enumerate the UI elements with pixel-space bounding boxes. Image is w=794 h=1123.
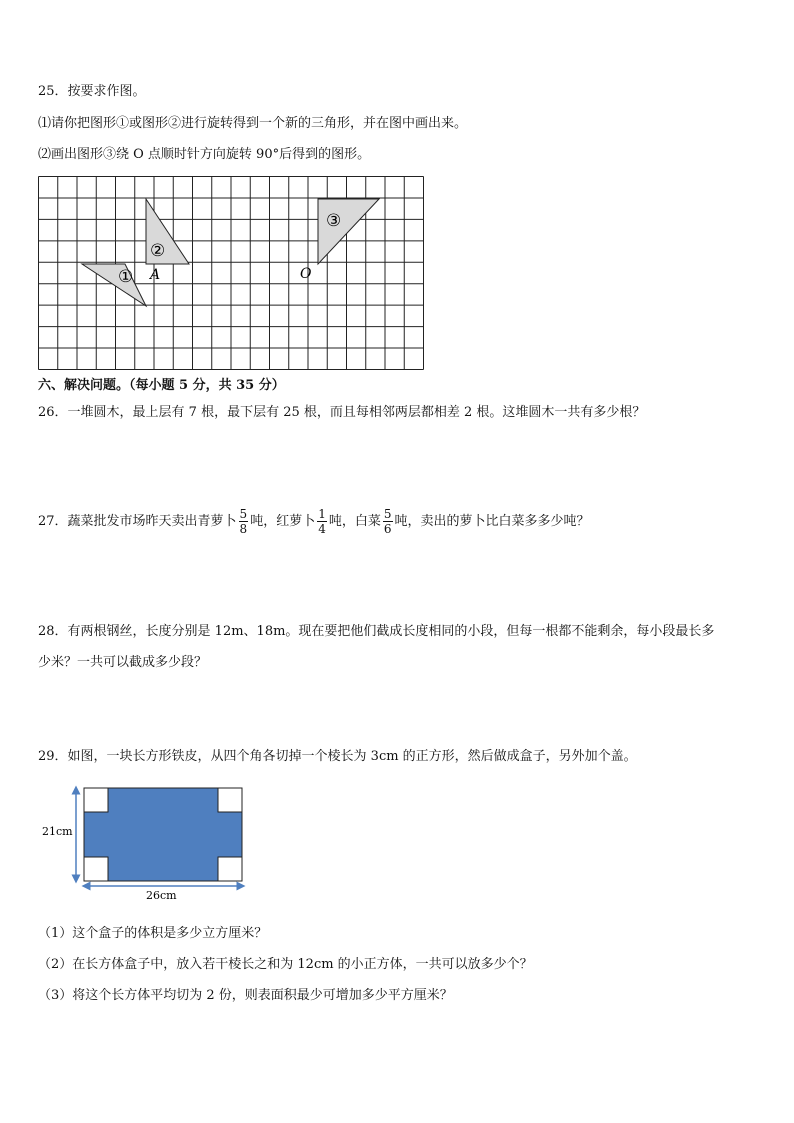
corner-square-top-right bbox=[218, 788, 242, 812]
fraction-five-eighths: $\frac{5}{8}$ bbox=[239, 507, 248, 536]
triangle-3 bbox=[318, 199, 379, 264]
corner-square-bottom-right bbox=[218, 857, 242, 881]
q25-part1: ⑴请你把图形①或图形②进行旋转得到一个新的三角形，并在图中画出来。 bbox=[38, 116, 468, 131]
point-a-label: A bbox=[150, 267, 161, 283]
q28-line1: 28．有两根钢丝，长度分别是 12m、18m。现在要把他们截成长度相同的小段，但每一根都不能剩余，每小段最长多 bbox=[38, 624, 715, 639]
q29-text: 29．如图，一块长方形铁皮，从四个角各切掉一个棱长为 3cm 的正方形，然后做成盒子，另外加个盖。 bbox=[38, 749, 637, 764]
q27-seg2: 吨，红萝卜 bbox=[250, 514, 316, 529]
triangle-1 bbox=[82, 264, 146, 306]
corner-square-bottom-left bbox=[84, 857, 108, 881]
q27-seg4: 吨，卖出的萝卜比白菜多多少吨？ bbox=[394, 514, 590, 529]
corner-square-top-left bbox=[84, 788, 108, 812]
q27-seg3: 吨，白菜 bbox=[328, 514, 381, 529]
sheet-diagram bbox=[38, 780, 258, 904]
q25-part2: ⑵画出图形③绕 O 点顺时针方向旋转 90°后得到的图形。 bbox=[38, 147, 371, 162]
q27-seg1: 27．蔬菜批发市场昨天卖出青萝卜 bbox=[38, 514, 237, 529]
q26-text: 26．一堆圆木，最上层有 7 根，最下层有 25 根，而且每相邻两层都相差 2 根。这堆圆木一共有多少根？ bbox=[38, 405, 646, 420]
section-6-heading: 六、解决问题。（每小题 5 分，共 35 分） bbox=[38, 378, 285, 393]
label-1: ① bbox=[118, 267, 134, 287]
label-3: ③ bbox=[326, 211, 342, 231]
label-2: ② bbox=[150, 241, 166, 261]
q25-title: 25．按要求作图。 bbox=[38, 84, 146, 99]
q29-sub1: （1）这个盒子的体积是多少立方厘米？ bbox=[38, 926, 268, 941]
point-o-label: O bbox=[300, 266, 312, 282]
q29-sub3: （3）将这个长方体平均切为 2 份，则表面积最少可增加多少平方厘米？ bbox=[38, 988, 453, 1003]
q27-text bbox=[38, 505, 590, 539]
fraction-one-quarter: $\frac{1}{4}$ bbox=[318, 507, 326, 536]
fraction-five-sixths: $\frac{5}{6}$ bbox=[383, 507, 392, 536]
width-label: 26cm bbox=[146, 889, 177, 902]
height-label: 21cm bbox=[42, 825, 73, 838]
q28-line2: 少米？一共可以截成多少段？ bbox=[38, 655, 208, 670]
rotation-grid bbox=[38, 176, 424, 370]
q29-sub2: （2）在长方体盒子中，放入若干棱长之和为 12cm 的小正方体，一共可以放多少个？ bbox=[38, 957, 533, 972]
